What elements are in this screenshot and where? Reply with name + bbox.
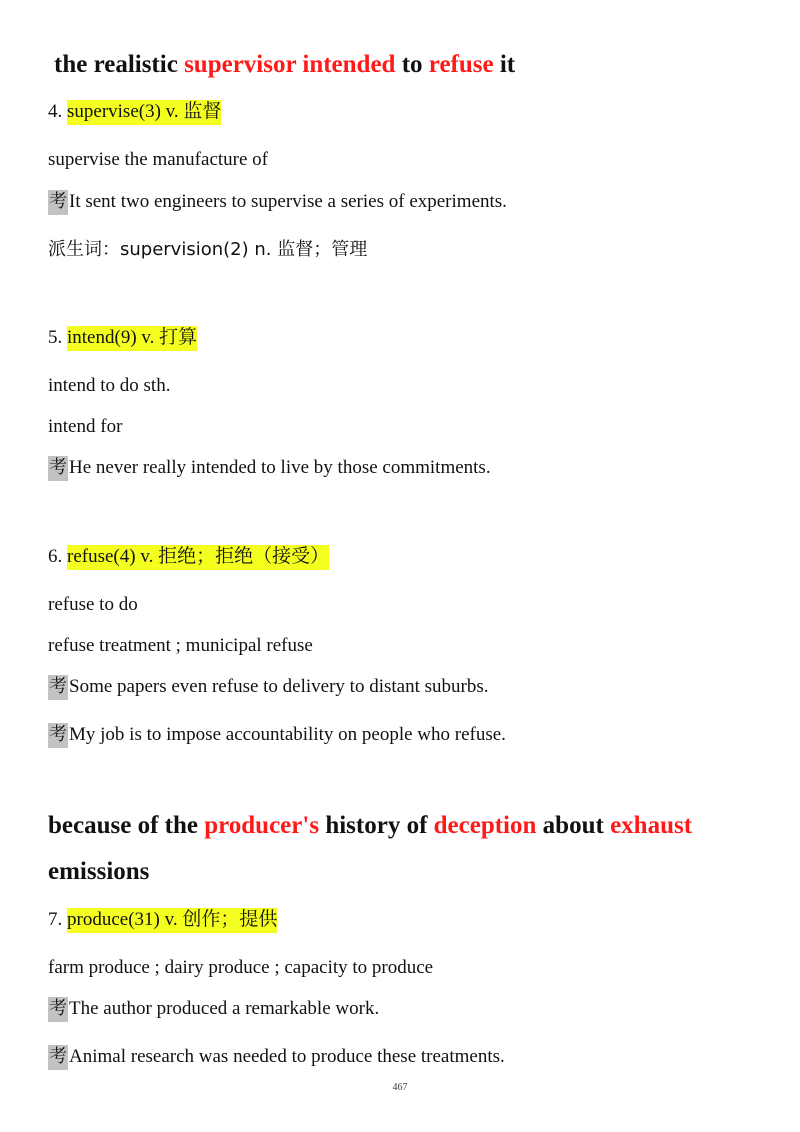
- keyword-deception: deception: [433, 812, 537, 839]
- sentence-heading-1: [54, 42, 760, 88]
- entry-headword: intend(9) v. 打算: [67, 326, 197, 351]
- example-sentence: He never really intended to live by those commitments.: [69, 457, 491, 478]
- entry-number: 6.: [48, 546, 67, 567]
- example-sentence: It sent two engineers to supervise a series of experiments.: [69, 191, 507, 212]
- example-sentence: The author produced a remarkable work.: [69, 998, 380, 1019]
- heading-text: about: [536, 812, 611, 839]
- keyword-exhaust: exhaust: [610, 812, 693, 839]
- entry-headword: refuse(4) v. 拒绝；拒绝（接受）: [67, 545, 329, 570]
- entry-number: 4.: [48, 101, 67, 122]
- heading-text: history of: [319, 812, 434, 839]
- example-line: [48, 721, 506, 749]
- kao-exam-marker: 考: [48, 1045, 68, 1070]
- entry-number: 7.: [48, 909, 67, 930]
- example-line: [48, 188, 507, 216]
- example-sentence: Some papers even refuse to delivery to distant suburbs.: [69, 676, 489, 697]
- example-line: [48, 995, 379, 1023]
- phrase-line: farm produce ; dairy produce ; capacity to produce: [48, 957, 434, 978]
- entry-4-title: [48, 98, 221, 126]
- phrase-line: refuse to do: [48, 594, 138, 615]
- kao-exam-marker: 考: [48, 723, 68, 748]
- phrase-line: supervise the manufacture of: [48, 149, 268, 170]
- entry-5-title: [48, 324, 197, 352]
- heading-text: to: [395, 51, 429, 78]
- heading-text: it: [493, 51, 516, 78]
- heading-text: the realistic: [54, 51, 185, 78]
- keyword-intended: intended: [302, 51, 396, 78]
- derivative-line: 派生词：supervision(2) n. 监督；管理: [48, 239, 368, 260]
- example-sentence: Animal research was needed to produce these treatments.: [69, 1046, 505, 1067]
- keyword-supervisor: supervisor: [184, 51, 297, 78]
- sentence-heading-2: [48, 803, 760, 895]
- kao-exam-marker: 考: [48, 997, 68, 1022]
- kao-exam-marker: 考: [48, 190, 68, 215]
- example-sentence: My job is to impose accountability on people who refuse.: [69, 724, 506, 745]
- phrase-line: intend to do sth.: [48, 375, 171, 396]
- example-line: [48, 454, 491, 482]
- entry-headword: supervise(3) v. 监督: [67, 100, 221, 125]
- page-number: 467: [392, 1082, 408, 1093]
- phrase-line: refuse treatment ; municipal refuse: [48, 635, 313, 656]
- keyword-refuse: refuse: [428, 51, 494, 78]
- kao-exam-marker: 考: [48, 675, 68, 700]
- heading-text: because of the: [48, 812, 205, 839]
- heading-text: emissions: [48, 858, 150, 885]
- example-line: [48, 1043, 505, 1071]
- kao-exam-marker: 考: [48, 456, 68, 481]
- example-line: [48, 673, 488, 701]
- keyword-producers: producer's: [204, 812, 320, 839]
- entry-headword: produce(31) v. 创作；提供: [67, 908, 277, 933]
- phrase-line: intend for: [48, 416, 123, 437]
- entry-number: 5.: [48, 327, 67, 348]
- entry-6-title: [48, 543, 329, 571]
- entry-7-title: [48, 906, 277, 934]
